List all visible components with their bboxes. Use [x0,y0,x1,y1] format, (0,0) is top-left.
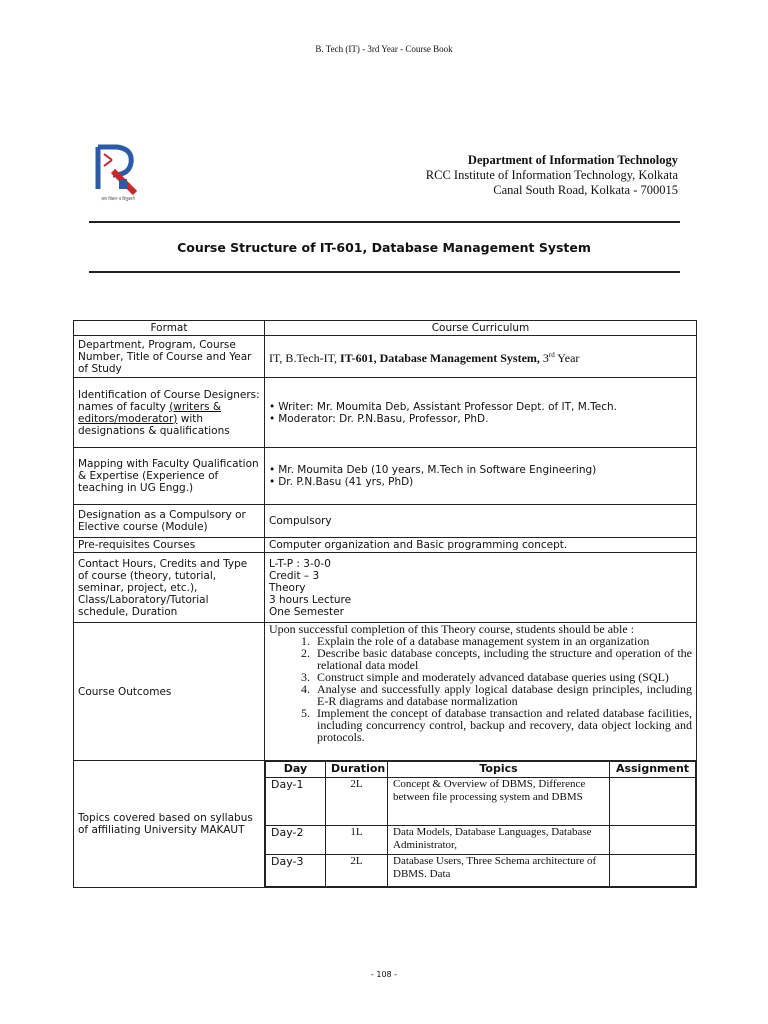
prereq-label: Pre-requisites Courses [74,538,265,553]
designers-row [74,378,697,448]
logo-caption: ज्ञान विज्ञान व विमुक्तये [101,196,135,201]
duration-cell: 1L [326,826,388,855]
table-header-row [74,321,697,336]
topics-cell: Database Users, Three Schema architecture of DBMS. Data [388,855,610,887]
contact-line: Credit – 3 [269,569,320,582]
institution-name: RCC Institute of Information Technology, Kolkata [425,168,678,182]
course-title: Course Structure of IT-601, Database Management System [177,240,591,255]
course-structure-table [73,320,697,888]
topics-header-row [266,762,696,778]
contact-value [265,553,697,623]
contact-line: 3 hours Lecture [269,593,352,606]
outcomes-row [74,623,697,761]
department-name: Department of Information Technology [467,153,678,167]
header-format: Format [74,321,265,336]
column-header-topics: Topics [388,762,610,778]
outcomes-intro: Upon successful completion of this Theory course, students should be able : [269,622,635,636]
mapping-row [74,448,697,505]
prereq-row [74,538,697,553]
day-cell: Day-1 [266,778,326,826]
column-header-duration: Duration [326,762,388,778]
designers-value [265,378,697,448]
topics-cell: Concept & Overview of DBMS, Difference between file processing system and DBMS [388,778,610,826]
contact-line: One Semester [269,605,344,618]
header-curriculum: Course Curriculum [265,321,697,336]
contact-label: Contact Hours, Credits and Type of course (theory, tutorial, seminar, project, etc.), Class/Laboratory/Tutorial schedule, Duration [74,553,265,623]
outcomes-value [265,623,697,761]
list-item: 4. Analyse and successfully apply logical database design principles, including E-R diagrams and database normalization [313,683,692,707]
institute-logo-icon [93,143,143,203]
top-divider [89,221,680,223]
column-header-day: Day [266,762,326,778]
contact-line: Theory [269,581,306,594]
bottom-divider [89,271,680,273]
list-item: 5. Implement the concept of database transaction and related database facilities, including concurrency control, backup and recovery, data object locking and protocols. [313,707,692,743]
designers-label: Identification of Course Designers: names of faculty (writers & editors/moderator) with designations & qualifications [74,378,265,448]
topics-table [265,761,696,887]
duration-cell: 2L [326,778,388,826]
institution-block [426,153,678,198]
table-row [266,778,696,826]
contact-line: L-T-P : 3-0-0 [269,557,331,570]
department-label: Department, Program, Course Number, Title of Course and Year of Study [74,336,265,378]
list-item: • Dr. P.N.Basu (41 yrs, PhD) [269,476,692,488]
institution-address: Canal South Road, Kolkata - 700015 [493,183,678,197]
column-header-assignment: Assignment [610,762,696,778]
topics-row [74,761,697,888]
list-item: • Writer: Mr. Moumita Deb, Assistant Professor Dept. of IT, M.Tech. [269,401,692,413]
contact-row [74,553,697,623]
list-item: 1. Explain the role of a database management system in an organization [313,635,692,647]
list-item: 2. Describe basic database concepts, including the structure and operation of the relational data model [313,647,692,671]
department-row [74,336,697,378]
table-row [266,826,696,855]
assignment-cell [610,778,696,826]
mapping-value [265,448,697,505]
topics-value [265,761,697,888]
day-cell: Day-3 [266,855,326,887]
table-row [266,855,696,887]
list-item: • Moderator: Dr. P.N.Basu, Professor, PhD. [269,413,692,425]
designation-row [74,505,697,538]
outcomes-label: Course Outcomes [74,623,265,761]
list-item: 3. Construct simple and moderately advanced database queries using (SQL) [313,671,692,683]
designation-value: Compulsory [265,505,697,538]
assignment-cell [610,855,696,887]
day-cell: Day-2 [266,826,326,855]
prereq-value: Computer organization and Basic programming concept. [265,538,697,553]
topics-cell: Data Models, Database Languages, Database Administrator, [388,826,610,855]
assignment-cell [610,826,696,855]
department-value: IT, B.Tech-IT, IT-601, Database Management System, 3rd Year [265,336,697,378]
topics-label: Topics covered based on syllabus of affiliating University MAKAUT [74,761,265,888]
mapping-label: Mapping with Faculty Qualification & Expertise (Experience of teaching in UG Engg.) [74,448,265,505]
duration-cell: 2L [326,855,388,887]
list-item: • Mr. Moumita Deb (10 years, M.Tech in Software Engineering) [269,464,692,476]
designation-label: Designation as a Compulsory or Elective course (Module) [74,505,265,538]
page-number: - 108 - [370,970,398,979]
running-header: B. Tech (IT) - 3rd Year - Course Book [315,44,453,54]
